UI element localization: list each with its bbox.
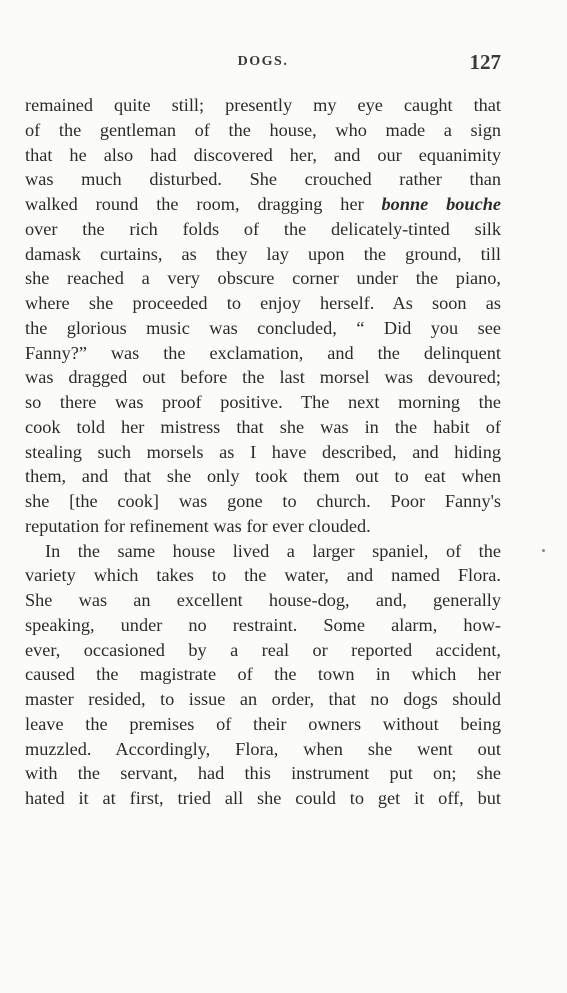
paragraph-1 [25,93,501,539]
text-line: reputation for refinement was for ever clouded. [25,515,371,536]
text-line: was much disturbed. She crouched rather than [25,169,501,190]
text-line: walked round the room, dragging her bonne bouche [25,194,501,214]
text-line: ever, occasioned by a real or reported accident, [25,639,501,660]
text-line: variety which takes to the water, and named Flora. [25,565,501,586]
italic-phrase: bonne bouche [381,194,501,214]
text-line: hated it at first, tried all she could to get it off, but [25,788,501,808]
text-line: of the gentleman of the house, who made a sign [25,119,501,140]
text-line: muzzled. Accordingly, Flora, when she went out [25,738,501,759]
text-line: Fanny?” was the exclamation, and the delinquent [25,342,501,363]
body-text [25,93,501,811]
text-line: She was an excellent house-dog, and, generally [25,590,501,610]
text-line: was dragged out before the last morsel was devoured; [25,367,501,388]
paragraph-2 [25,539,501,811]
text-line: caused the magistrate of the town in which her [25,664,501,685]
text-line: where she proceeded to enjoy herself. As soon as [25,293,501,313]
running-title: DOGS. [237,54,289,69]
text-line: leave the premises of their owners without being [25,713,501,734]
text-line: the glorious music was concluded, “ Did you see [25,317,501,338]
text-line: she [the cook] was gone to church. Poor Fanny's [25,491,501,511]
text-line: cook told her mistress that she was in the habit of [25,416,501,437]
text-line: damask curtains, as they lay upon the ground, till [25,243,501,264]
text-line: them, and that she only took them out to eat when [25,466,501,487]
text-line: that he also had discovered her, and our equanimity [25,144,501,165]
text-line: so there was proof positive. The next morning the [25,392,501,412]
paper-speck [542,549,545,552]
text-line: over the rich folds of the delicately-tinted silk [25,218,501,239]
text-line: speaking, under no restraint. Some alarm, how- [25,614,501,635]
running-head [25,50,501,76]
text-line: she reached a very obscure corner under the piano, [25,268,501,289]
text-line: In the same house lived a larger spaniel, of the [45,540,501,561]
text-line: remained quite still; presently my eye caught that [25,95,501,115]
page-number: 127 [469,50,501,74]
text-line: with the servant, had this instrument put on; she [25,763,501,784]
text-line: stealing such morsels as I have described, and hiding [25,441,501,462]
text-line: master resided, to issue an order, that no dogs should [25,689,501,709]
